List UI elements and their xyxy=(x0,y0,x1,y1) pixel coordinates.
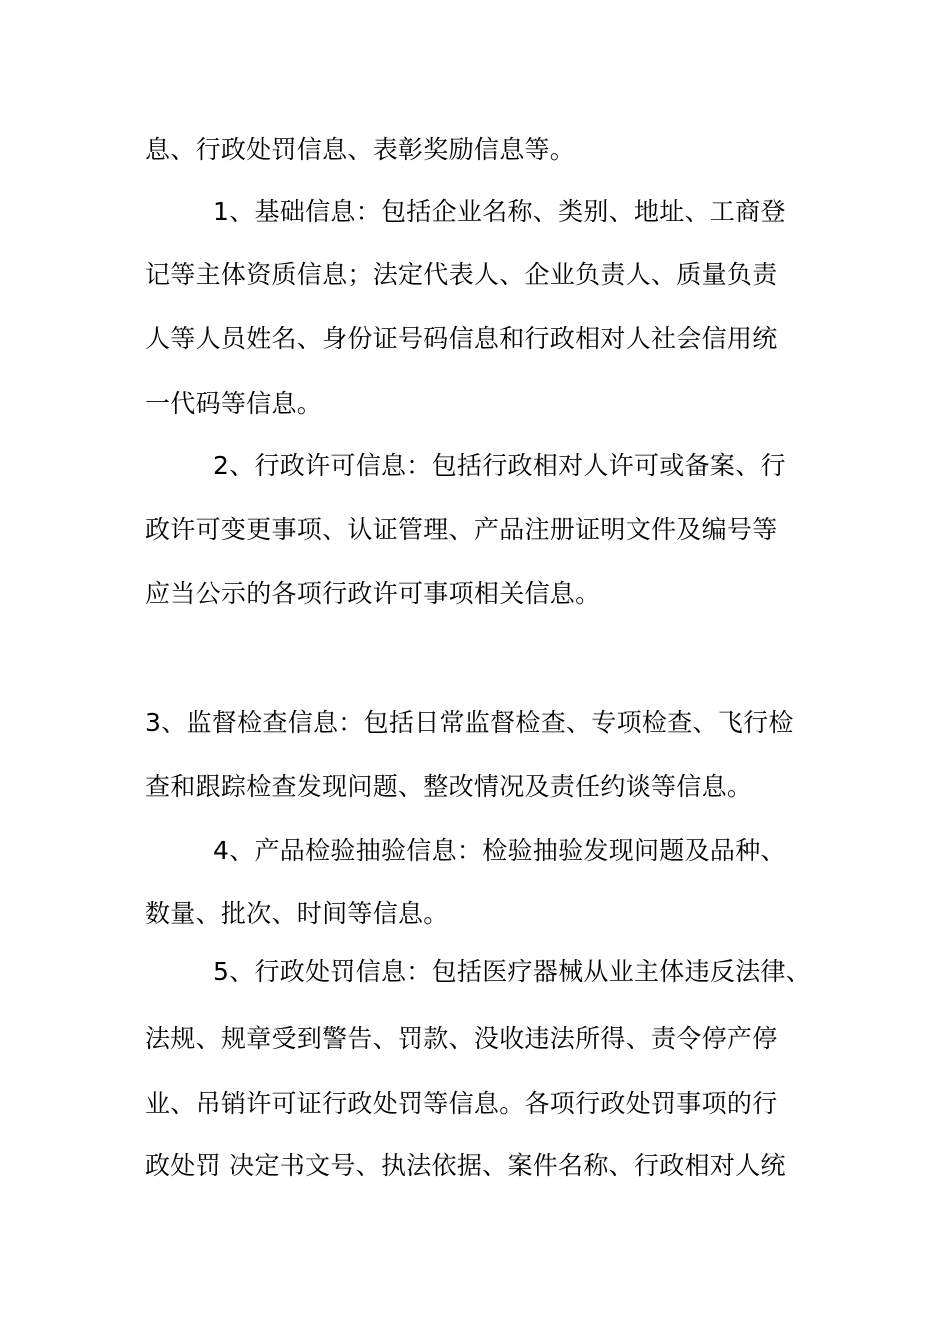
text-line: 5、行政处罚信息：包括医疗器械从业主体违反法律、 xyxy=(213,957,812,986)
text-line: 3、监督检查信息：包括日常监督检查、专项检查、飞行检 xyxy=(145,708,794,737)
text-line: 法规、规章受到警告、罚款、没收违法所得、责令停产停 xyxy=(145,1024,778,1053)
text-line: 1、基础信息：包括企业名称、类别、地址、工商登 xyxy=(213,197,786,226)
text-line: 一代码等信息。 xyxy=(145,389,323,418)
text-line: 息、行政处罚信息、表彰奖励信息等。 xyxy=(145,135,576,164)
text-line: 数量、批次、时间等信息。 xyxy=(145,899,449,928)
text-line: 应当公示的各项行政许可事项相关信息。 xyxy=(145,579,601,608)
text-line: 2、行政许可信息：包括行政相对人许可或备案、行 xyxy=(213,451,786,480)
text-line: 业、吊销许可证行政处罚等信息。各项行政处罚事项的行 xyxy=(145,1089,778,1118)
text-line: 4、产品检验抽验信息：检验抽验发现问题及品种、 xyxy=(213,836,786,865)
text-line: 人等人员姓名、身份证号码信息和行政相对人社会信用统 xyxy=(145,324,778,353)
text-line: 记等主体资质信息；法定代表人、企业负责人、质量负责 xyxy=(145,260,778,289)
text-line: 查和跟踪检查发现问题、整改情况及责任约谈等信息。 xyxy=(145,772,753,801)
text-line: 政许可变更事项、认证管理、产品注册证明文件及编号等 xyxy=(145,515,778,544)
text-line: 政处罚 决定书文号、执法依据、案件名称、行政相对人统 xyxy=(145,1151,786,1180)
